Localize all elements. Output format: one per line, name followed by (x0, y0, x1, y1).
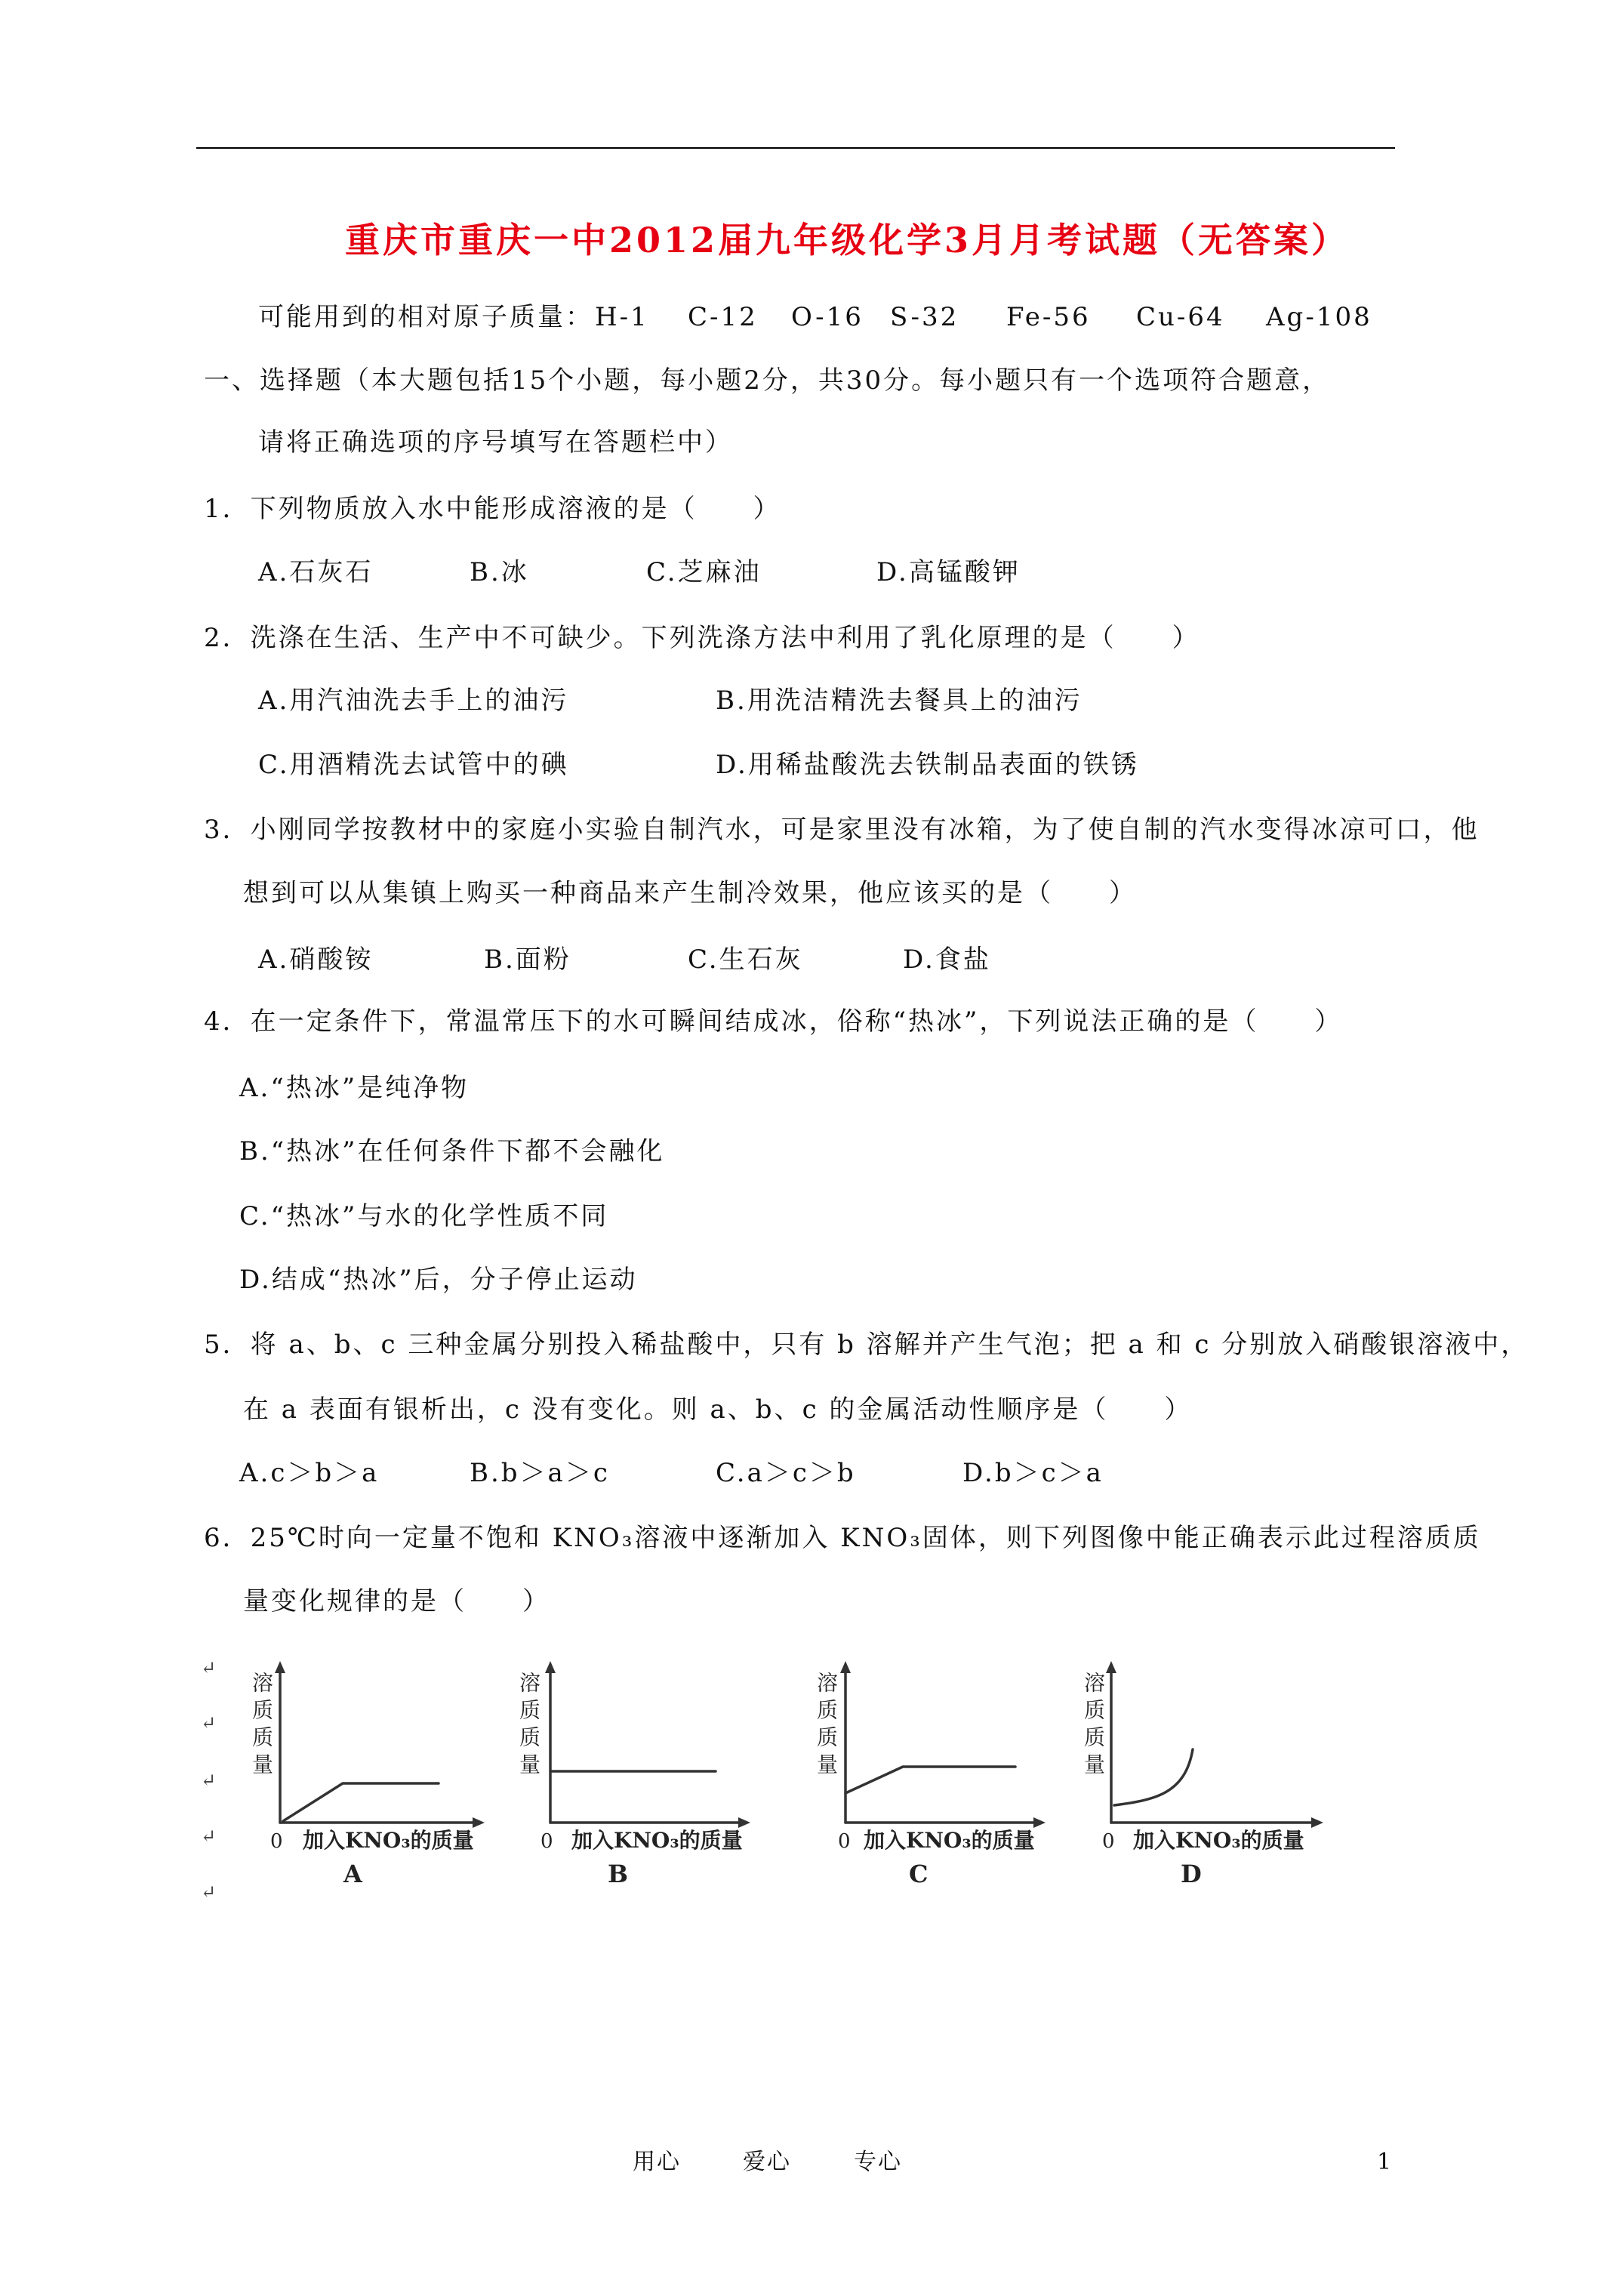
atomic-mass-s: S-32 (890, 302, 959, 332)
graph-d-letter: D (1181, 1860, 1202, 1888)
return-mark: ↵ (201, 1770, 217, 1791)
question-4-option-d: D.结成“热冰”后，分子停止运动 (239, 1265, 638, 1295)
graph-d (1111, 1669, 1316, 1823)
header-rule (196, 147, 1395, 149)
question-5-stem-line-1: 5．将 a、b、c 三种金属分别投入稀盐酸中，只有 b 溶解并产生气泡；把 a 和 c 分别放入硝酸银溶液中， (204, 1330, 1529, 1360)
question-2-option-b: B.用洗洁精洗去餐具上的油污 (716, 686, 1083, 716)
graph-d-y-arrow (1106, 1661, 1116, 1673)
question-3-option-c: C.生石灰 (688, 945, 803, 975)
graph-a-curve (283, 1783, 439, 1821)
question-5-option-b: B.b＞a＞c (470, 1458, 610, 1488)
question-5-stem-line-2: 在 a 表面有银析出，c 没有变化。则 a、b、c 的金属活动性顺序是（ ） (243, 1395, 1193, 1425)
graph-c-letter: C (909, 1860, 929, 1888)
question-5-option-a: A.c＞b＞a (239, 1458, 380, 1488)
question-5-option-c: C.a＞c＞b (716, 1458, 856, 1488)
graph-b (550, 1669, 743, 1823)
graph-b-y-arrow (545, 1661, 556, 1673)
question-1-option-d: D.高锰酸钾 (876, 557, 1021, 587)
graph-b-origin: 0 (540, 1830, 553, 1853)
question-4-stem: 4．在一定条件下，常温常压下的水可瞬间结成冰，俗称“热冰”，下列说法正确的是（ ） (204, 1006, 1343, 1037)
question-1-stem: 1．下列物质放入水中能形成溶液的是（ ） (204, 494, 781, 524)
return-mark: ↵ (201, 1826, 217, 1847)
question-4-option-b: B.“热冰”在任何条件下都不会融化 (239, 1136, 665, 1166)
graph-c-x-arrow (1033, 1817, 1046, 1828)
question-4-option-a: A.“热冰”是纯净物 (239, 1073, 470, 1103)
question-4-option-c: C.“热冰”与水的化学性质不同 (239, 1201, 609, 1231)
graph-d-curve (1114, 1749, 1193, 1805)
question-2-option-d: D.用稀盐酸洗去铁制品表面的铁锈 (716, 750, 1139, 780)
section-heading-line-2: 请将正确选项的序号填写在答题栏中） (258, 427, 733, 458)
graph-a-origin: 0 (270, 1830, 283, 1853)
footer-word-2: 爱心 (743, 2149, 791, 2175)
atomic-mass-prefix: 可能用到的相对原子质量： (258, 302, 593, 332)
atomic-mass-cu: Cu-64 (1136, 302, 1225, 332)
section-heading-line-1: 一、选择题（本大题包括15个小题，每小题2分，共30分。每小题只有一个选项符合题意， (204, 365, 1331, 396)
page-title: 重庆市重庆一中2012届九年级化学3月月考试题（无答案） (344, 220, 1350, 260)
atomic-mass-fe: Fe-56 (1006, 302, 1091, 332)
question-6-graphs (0, 1646, 1623, 1842)
question-6-stem-line-2: 量变化规律的是（ ） (243, 1586, 550, 1616)
footer-word-1: 用心 (633, 2149, 681, 2175)
graph-b-x-arrow (738, 1817, 750, 1828)
question-3-stem-line-2: 想到可以从集镇上购买一种商品来产生制冷效果，他应该买的是（ ） (243, 878, 1137, 908)
atomic-mass-h: H-1 (595, 302, 649, 332)
question-3-option-d: D.食盐 (903, 945, 991, 975)
question-1-option-b: B.冰 (470, 557, 529, 587)
graph-c-origin: 0 (838, 1830, 851, 1853)
question-1-option-c: C.芝麻油 (646, 557, 762, 587)
return-mark: ↵ (201, 1657, 217, 1678)
page-number: 1 (1377, 2149, 1394, 2175)
graph-a (280, 1669, 477, 1823)
graph-c-y-arrow (840, 1661, 851, 1673)
graph-a-letter: A (343, 1860, 362, 1888)
question-2-stem: 2．洗涤在生活、生产中不可缺少。下列洗涤方法中利用了乳化原理的是（ ） (204, 623, 1200, 653)
graph-b-x-label: 加入KNO₃的质量 (571, 1828, 743, 1853)
graph-c-y-label: 溶质质量 (814, 1672, 839, 1780)
question-5-option-d: D.b＞c＞a (962, 1458, 1104, 1488)
graph-d-y-label: 溶质质量 (1081, 1672, 1106, 1780)
return-mark: ↵ (201, 1712, 217, 1734)
graph-a-x-arrow (473, 1817, 485, 1828)
atomic-mass-o: O-16 (791, 302, 864, 332)
graph-b-letter: B (608, 1860, 629, 1888)
footer-word-3: 专心 (854, 2149, 902, 2175)
question-3-option-a: A.硝酸铵 (258, 945, 374, 975)
atomic-mass-c: C-12 (688, 302, 758, 332)
graph-b-y-label: 溶质质量 (516, 1672, 541, 1780)
graph-a-y-label: 溶质质量 (249, 1672, 274, 1780)
question-1-option-a: A.石灰石 (258, 557, 374, 587)
question-6-stem-line-1: 6．25℃时向一定量不饱和 KNO₃溶液中逐渐加入 KNO₃固体，则下列图像中能正确表示此过程溶质质 (204, 1523, 1481, 1553)
atomic-mass-ag: Ag-108 (1266, 302, 1372, 332)
return-mark: ↵ (201, 1881, 217, 1903)
graph-c-x-label: 加入KNO₃的质量 (864, 1828, 1035, 1853)
graph-c (845, 1669, 1038, 1823)
graph-d-x-arrow (1311, 1817, 1323, 1828)
question-3-option-b: B.面粉 (484, 945, 571, 975)
graph-d-x-label: 加入KNO₃的质量 (1133, 1828, 1304, 1853)
question-3-stem-line-1: 3．小刚同学按教材中的家庭小实验自制汽水，可是家里没有冰箱，为了使自制的汽水变得冰凉可口，他 (204, 815, 1480, 845)
graph-d-origin: 0 (1102, 1830, 1115, 1853)
question-2-option-c: C.用酒精洗去试管中的碘 (258, 750, 569, 780)
graph-a-y-arrow (275, 1661, 285, 1673)
question-2-option-a: A.用汽油洗去手上的油污 (258, 686, 569, 716)
graph-c-curve (845, 1767, 1015, 1793)
graph-a-x-label: 加入KNO₃的质量 (303, 1828, 474, 1853)
